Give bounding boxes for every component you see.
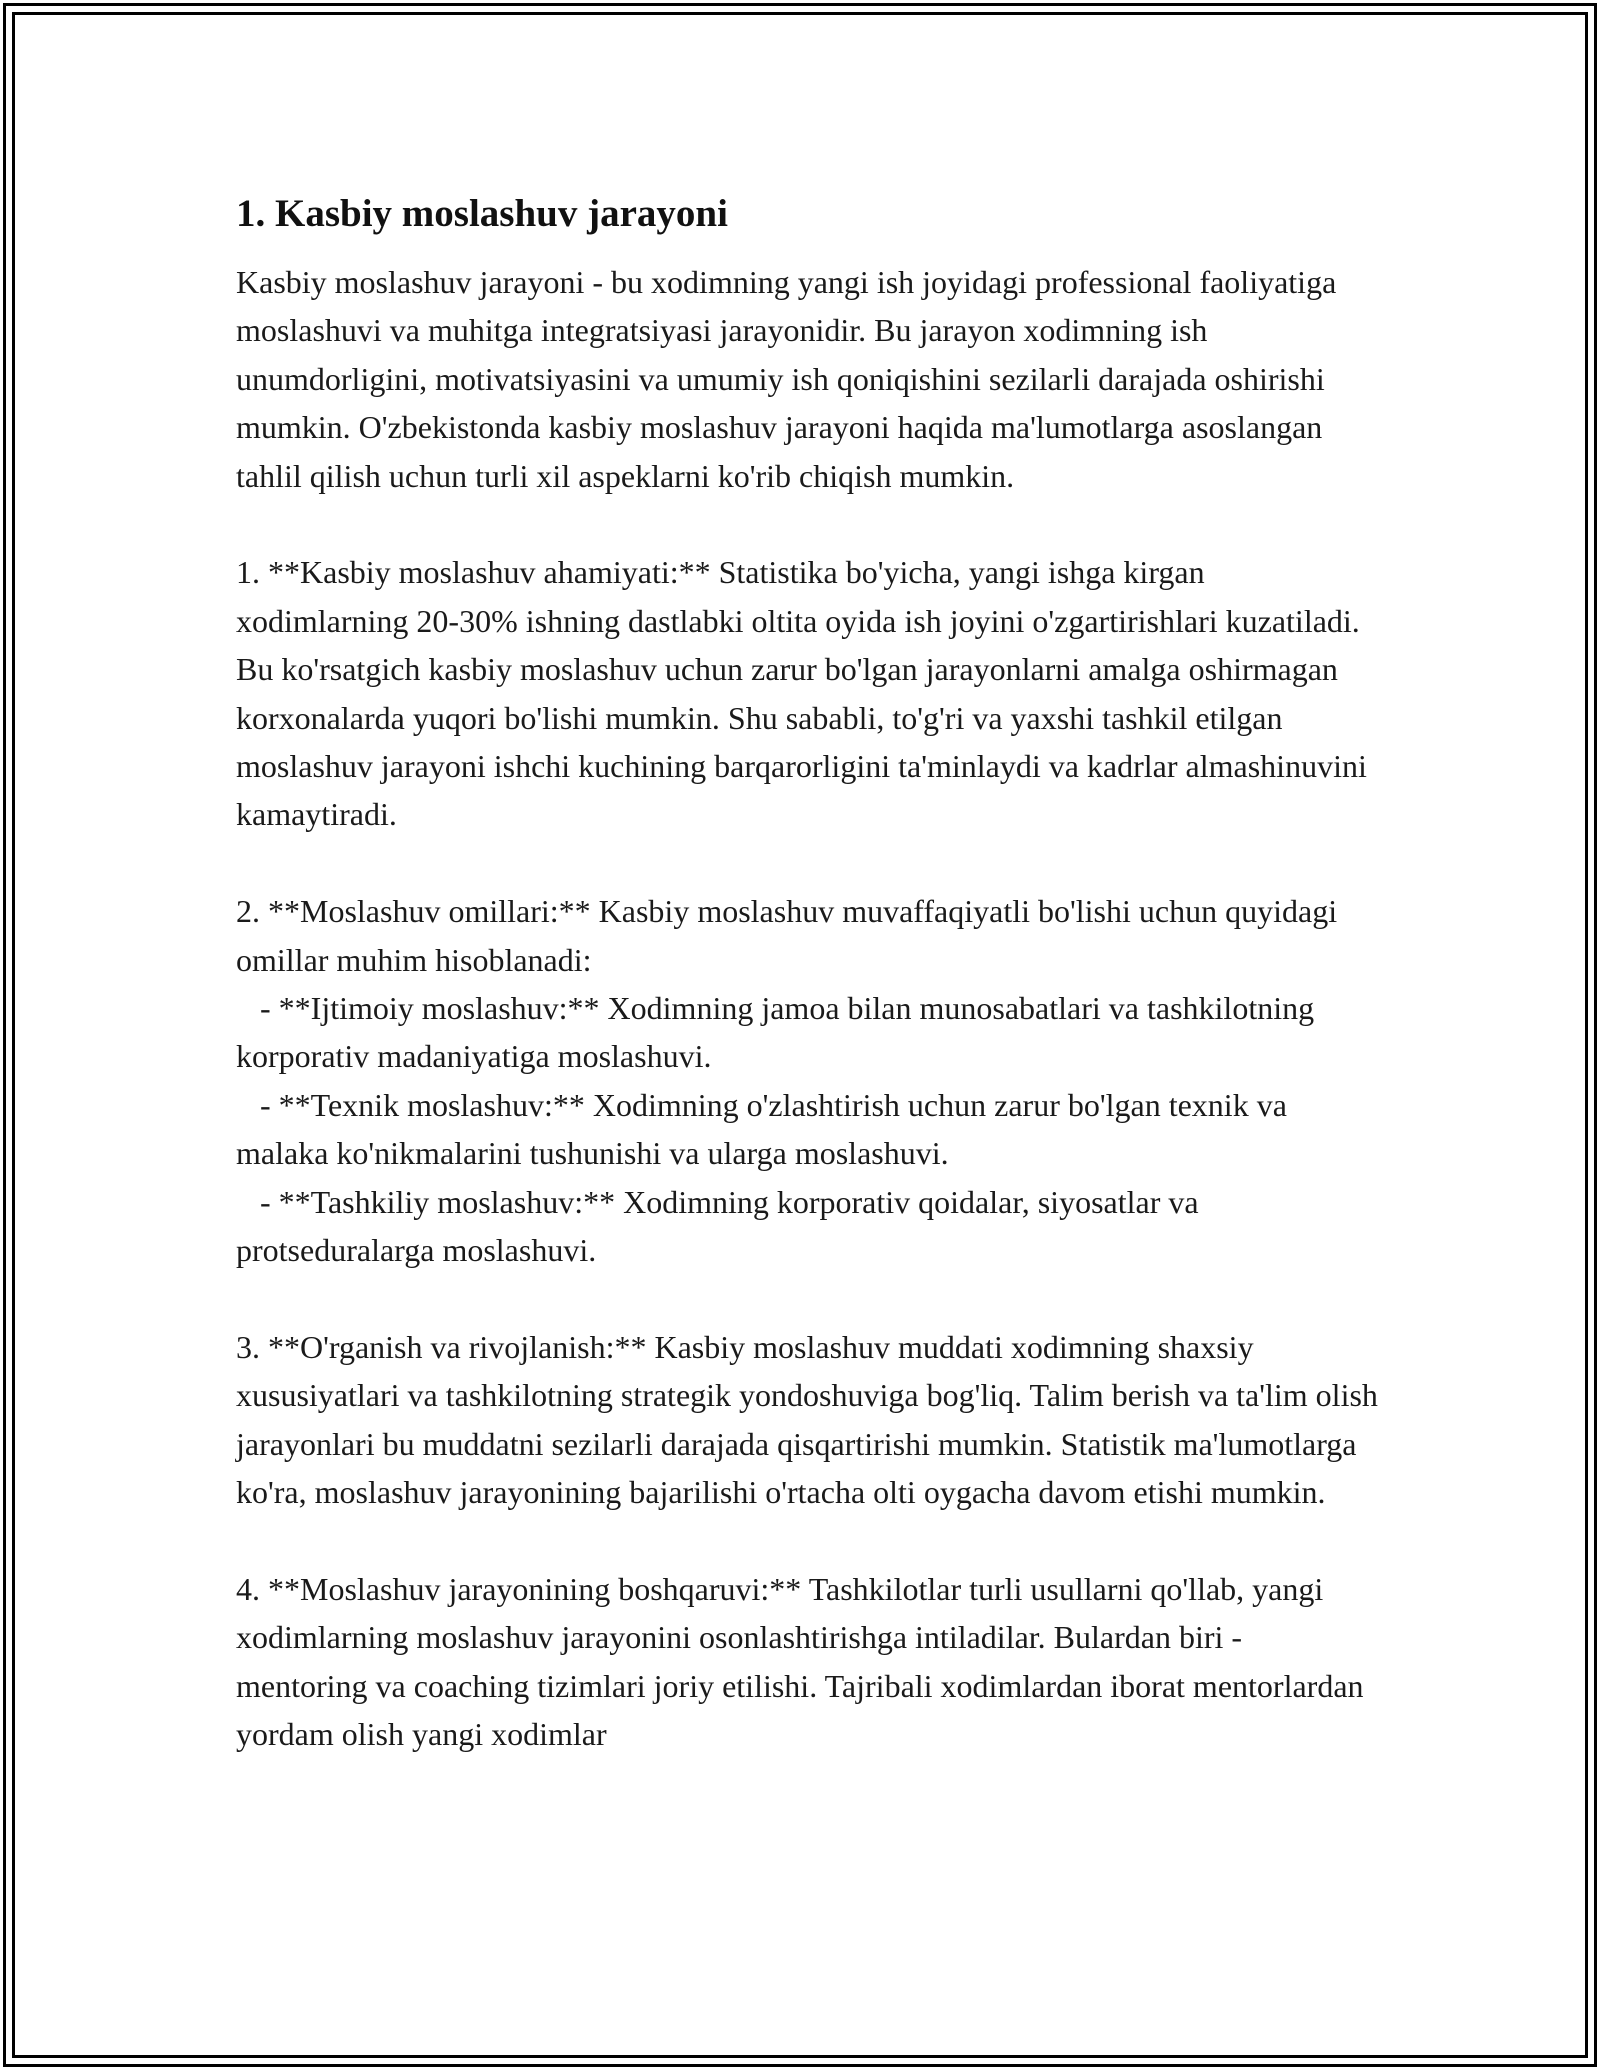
list-item-1: 1. **Kasbiy moslashuv ahamiyati:** Statistika bo'yicha, yangi ishga kirgan xodimlarning 20-30% ishning dastlabki oltita oyida ish joyini o'zgartirishlari kuzatiladi. Bu ko'rsatgich kasbiy moslashuv uchun zarur bo'lgan jarayonlarni amalga oshirmagan korxonalarda yuqori bo'lishi mumkin. Shu sababli, to'g'ri va yaxshi tashkil etilgan moslashuv jarayoni ishchi kuchining barqarorligini ta'minlaydi va kadrlar almashinuvini kamaytiradi. — [236, 554, 1375, 833]
paragraph-spacer — [236, 500, 1381, 548]
sub-item-technical: - **Texnik moslashuv:** Xodimning o'zlashtirish uchun zarur bo'lgan texnik va malaka ko'nikmalarini tushunishi va ularga moslashuvi. — [236, 1086, 1295, 1172]
section-heading: 1. Kasbiy moslashuv jarayoni — [236, 192, 728, 235]
list-item-3: 3. **O'rganish va rivojlanish:** Kasbiy moslashuv muddati xodimning shaxsiy xususiyatlari va tashkilotning strategik yondoshuviga bog'liq. Talim berish va ta'lim olish jarayonlari bu muddatni sezilarli darajada qisqartirishi mumkin. Statistik ma'lumotlarga ko'ra, moslashuv jarayonining bajarilishi o'rtacha olti oygacha davom etishi mumkin. — [236, 1328, 1386, 1511]
sub-item-organizational: - **Tashkiliy moslashuv:** Xodimning korporativ qoidalar, siyosatlar va protseduralarga moslashuvi. — [236, 1183, 1207, 1269]
document-body — [236, 186, 1386, 1759]
paragraph-spacer — [236, 839, 1381, 887]
sub-item-social: - **Ijtimoiy moslashuv:** Xodimning jamoa bilan munosabatlari va tashkilotning korporativ madaniyatiga moslashuvi. — [236, 990, 1323, 1075]
paragraph-spacer — [236, 1517, 1381, 1565]
paragraph-spacer — [236, 1275, 1381, 1323]
list-item-2: 2. **Moslashuv omillari:** Kasbiy moslashuv muvaffaqiyatli bo'lishi uchun quyidagi omillar muhim hisoblanadi: — [236, 893, 1346, 978]
intro-paragraph: Kasbiy moslashuv jarayoni - bu xodimning yangi ish joyidagi professional faoliyatiga moslashuvi va muhitga integratsiyasi jarayonidir. Bu jarayon xodimning ish unumdorligini, motivatsiyasini va umumiy ish qoniqishini sezilarli darajada oshirishi mumkin. O'zbekistonda kasbiy moslashuv jarayoni haqida ma'lumotlarga asoslangan tahlil qilish uchun turli xil aspeklarni ko'rib chiqish mumkin. — [236, 264, 1345, 494]
list-item-4: 4. **Moslashuv jarayonining boshqaruvi:** Tashkilotlar turli usullarni qo'llab, yangi xodimlarning moslashuv jarayonini osonlashtirishga intiladilar. Bulardan biri - mentoring va coaching tizimlari joriy etilishi. Tajribali xodimlardan iborat mentorlardan yordam olish yangi xodimlar — [236, 1570, 1372, 1753]
